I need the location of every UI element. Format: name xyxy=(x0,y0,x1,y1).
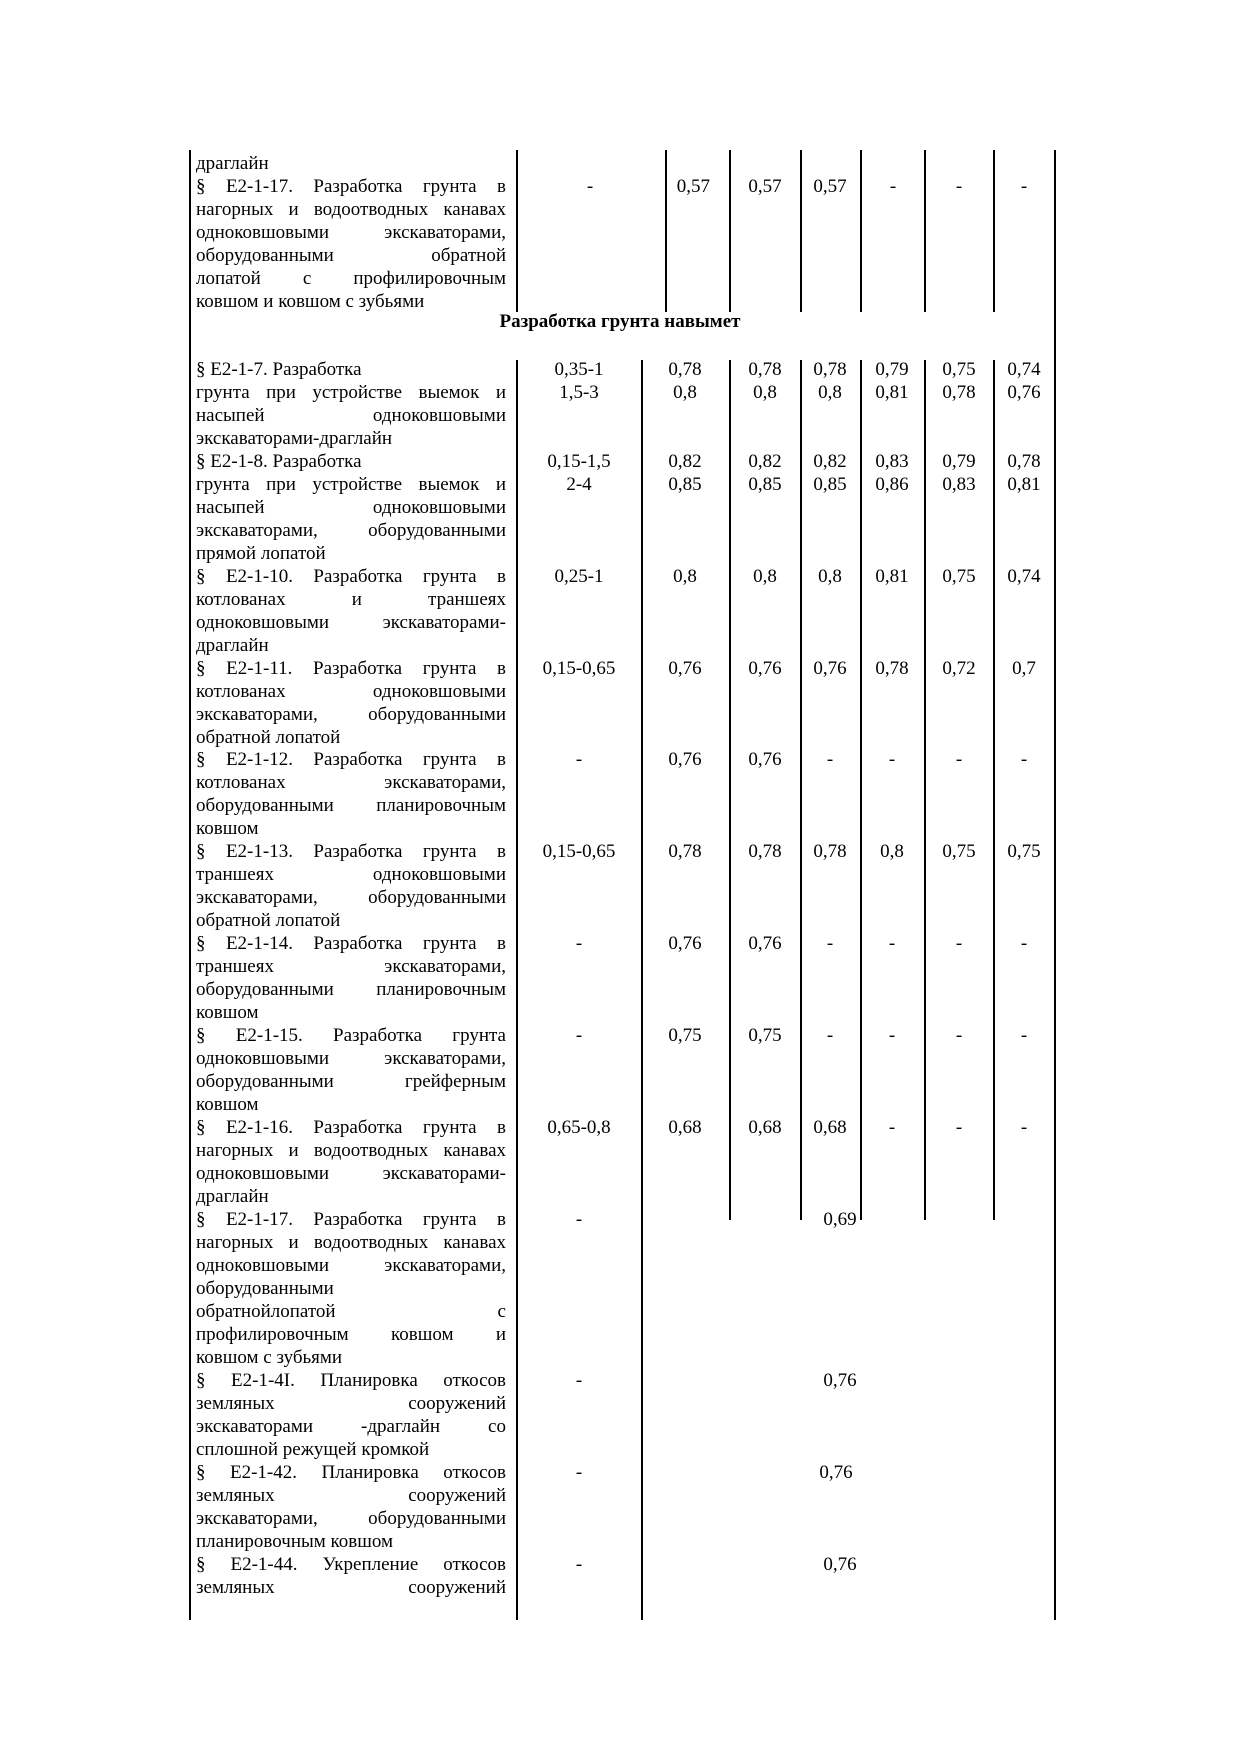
value-cell: 0,76 xyxy=(748,933,782,954)
value-cell: 0,8 xyxy=(753,566,777,587)
merged-value-cell: 0,76 xyxy=(823,1370,857,1391)
capacity-cell: - xyxy=(586,176,594,197)
value-cell: 0,81 xyxy=(875,382,909,403)
row-description: § Е2-1-13. Разработка грунта в траншеях одноковшовыми экскаваторами, оборудованными обратной лопатой xyxy=(196,841,506,931)
value-cell: 0,8 xyxy=(818,566,842,587)
value-cell: - xyxy=(889,176,897,197)
value-cell: 0,7 xyxy=(1012,658,1036,679)
capacity-cell: - xyxy=(575,1554,583,1575)
value-cell: 0,78 xyxy=(668,841,702,862)
value-cell: 0,85 xyxy=(748,474,782,495)
capacity-cell: 0,35-1 xyxy=(554,359,604,380)
capacity-cell: 0,25-1 xyxy=(554,566,604,587)
value-cell: - xyxy=(955,749,963,770)
row-description: § Е2-1-11. Разработка грунта в котлованах одноковшовыми экскаваторами, оборудованными обратной лопатой xyxy=(196,658,506,748)
merged-value-cell: 0,76 xyxy=(823,1554,857,1575)
capacity-cell: - xyxy=(575,933,583,954)
value-cell: 0,76 xyxy=(668,933,702,954)
value-cell: 0,85 xyxy=(813,474,847,495)
value-cell: - xyxy=(1020,1025,1028,1046)
value-cell: 0,75 xyxy=(942,359,976,380)
value-cell: - xyxy=(1020,1117,1028,1138)
value-cell: 0,78 xyxy=(942,382,976,403)
value-cell: 0,76 xyxy=(668,749,702,770)
value-cell: - xyxy=(1020,176,1028,197)
value-cell: 0,72 xyxy=(942,658,976,679)
value-cell: 0,78 xyxy=(668,359,702,380)
value-cell: 0,75 xyxy=(668,1025,702,1046)
value-cell: 0,82 xyxy=(813,451,847,472)
value-cell: 0,76 xyxy=(748,749,782,770)
value-cell: - xyxy=(955,933,963,954)
value-cell: 0,85 xyxy=(668,474,702,495)
value-cell: 0,82 xyxy=(748,451,782,472)
row-description: § Е2-1-17. Разработка грунта в нагорных и водоотводных канавах одноковшовыми экскаваторами, оборудованными обратнойлопатой с профилировочным ковшом и ковшом с зубьями xyxy=(196,1209,506,1368)
value-cell: 0,79 xyxy=(875,359,909,380)
value-cell: 0,86 xyxy=(875,474,909,495)
value-cell: 0,81 xyxy=(875,566,909,587)
value-cell: 0,76 xyxy=(748,658,782,679)
value-cell: - xyxy=(1020,749,1028,770)
row-continuation-text: драглайн xyxy=(196,153,269,174)
table-border-right xyxy=(1054,150,1056,1620)
value-cell: - xyxy=(888,749,896,770)
value-cell: 0,8 xyxy=(818,382,842,403)
capacity-cell: - xyxy=(575,1025,583,1046)
row-description: § Е2-1-12. Разработка грунта в котлованах экскаваторами, оборудованными планировочным ковшом xyxy=(196,749,506,839)
value-cell: 0,8 xyxy=(673,566,697,587)
value-cell: 0,74 xyxy=(1007,566,1041,587)
row-description: § Е2-1-42. Планировка откосов земляных сооружений экскаваторами, оборудованными планировочным ковшом xyxy=(196,1462,506,1552)
value-cell: - xyxy=(955,1117,963,1138)
value-cell: 0,78 xyxy=(813,359,847,380)
value-cell: 0,76 xyxy=(1007,382,1041,403)
column-rule xyxy=(993,150,995,312)
value-cell: 0,75 xyxy=(748,1025,782,1046)
value-cell: 0,76 xyxy=(668,658,702,679)
value-cell: 0,78 xyxy=(875,658,909,679)
value-cell: 0,78 xyxy=(748,359,782,380)
value-cell: 0,75 xyxy=(942,566,976,587)
row-description: § Е2-1-14. Разработка грунта в траншеях экскаваторами, оборудованными планировочным ковшом xyxy=(196,933,506,1023)
value-cell: 0,8 xyxy=(673,382,697,403)
value-cell: 0,78 xyxy=(813,841,847,862)
value-cell: - xyxy=(888,1025,896,1046)
column-rule xyxy=(516,360,518,1620)
capacity-cell: 2-4 xyxy=(566,474,592,495)
value-cell: 0,57 xyxy=(748,176,782,197)
value-cell: 0,82 xyxy=(668,451,702,472)
row-description: § Е2-1-17. Разработка грунта в нагорных и водоотводных канавах одноковшовыми экскаваторами, оборудованными обратной лопатой с профилировочным ковшом и ковшом с зубьями xyxy=(196,176,506,312)
row-description: § Е2-1-4I. Планировка откосов земляных сооружений экскаваторами -драглайн со сплошной режущей кромкой xyxy=(196,1370,506,1460)
value-cell: 0,83 xyxy=(875,451,909,472)
capacity-cell: 0,15-1,5 xyxy=(547,451,611,472)
value-cell: - xyxy=(888,933,896,954)
capacity-cell: 0,15-0,65 xyxy=(542,841,616,862)
value-cell: - xyxy=(826,1025,834,1046)
table-border-left xyxy=(189,150,191,1620)
row-description: § Е2-1-15. Разработка грунта одноковшовыми экскаваторами, оборудованными грейферным ковшом xyxy=(196,1025,506,1115)
value-cell: 0,83 xyxy=(942,474,976,495)
value-cell: - xyxy=(1020,933,1028,954)
value-cell: 0,79 xyxy=(942,451,976,472)
column-rule xyxy=(924,150,926,312)
value-cell: - xyxy=(826,749,834,770)
section-title: Разработка грунта навымет xyxy=(499,311,741,332)
value-cell: 0,78 xyxy=(748,841,782,862)
value-cell: 0,81 xyxy=(1007,474,1041,495)
capacity-cell: - xyxy=(575,749,583,770)
value-cell: - xyxy=(955,1025,963,1046)
value-cell: 0,57 xyxy=(676,176,710,197)
value-cell: 0,75 xyxy=(942,841,976,862)
value-cell: 0,8 xyxy=(880,841,904,862)
value-cell: - xyxy=(826,933,834,954)
value-cell: 0,68 xyxy=(748,1117,782,1138)
capacity-cell: - xyxy=(575,1462,583,1483)
column-rule xyxy=(641,360,643,1620)
capacity-cell: 0,15-0,65 xyxy=(542,658,616,679)
capacity-cell: - xyxy=(575,1209,583,1230)
row-description: § Е2-1-16. Разработка грунта в нагорных и водоотводных канавах одноковшовыми экскаваторами- драглайн xyxy=(196,1117,506,1207)
value-cell: 0,78 xyxy=(1007,451,1041,472)
value-cell: - xyxy=(955,176,963,197)
row-description: § Е2-1-44. Укрепление откосов земляных сооружений xyxy=(196,1554,506,1598)
column-rule xyxy=(516,150,518,312)
capacity-cell: 1,5-3 xyxy=(559,382,599,403)
capacity-cell: 0,65-0,8 xyxy=(547,1117,611,1138)
merged-value-cell: 0,69 xyxy=(823,1209,857,1230)
row-description: § Е2-1-10. Разработка грунта в котлованах и траншеях одноковшовыми экскаваторами- драглайн xyxy=(196,566,506,656)
value-cell: 0,76 xyxy=(813,658,847,679)
value-cell: 0,8 xyxy=(753,382,777,403)
value-cell: 0,57 xyxy=(813,176,847,197)
value-cell: - xyxy=(888,1117,896,1138)
value-cell: 0,75 xyxy=(1007,841,1041,862)
row-description: § Е2-1-8. Разработка грунта при устройстве выемок и насыпей одноковшовыми экскаваторами, оборудованными прямой лопатой xyxy=(196,451,506,564)
value-cell: 0,74 xyxy=(1007,359,1041,380)
value-cell: 0,68 xyxy=(813,1117,847,1138)
capacity-cell: - xyxy=(575,1370,583,1391)
merged-value-cell: 0,76 xyxy=(819,1462,853,1483)
row-description: § Е2-1-7. Разработка грунта при устройстве выемок и насыпей одноковшовыми экскаваторами-драглайн xyxy=(196,359,506,449)
value-cell: 0,68 xyxy=(668,1117,702,1138)
